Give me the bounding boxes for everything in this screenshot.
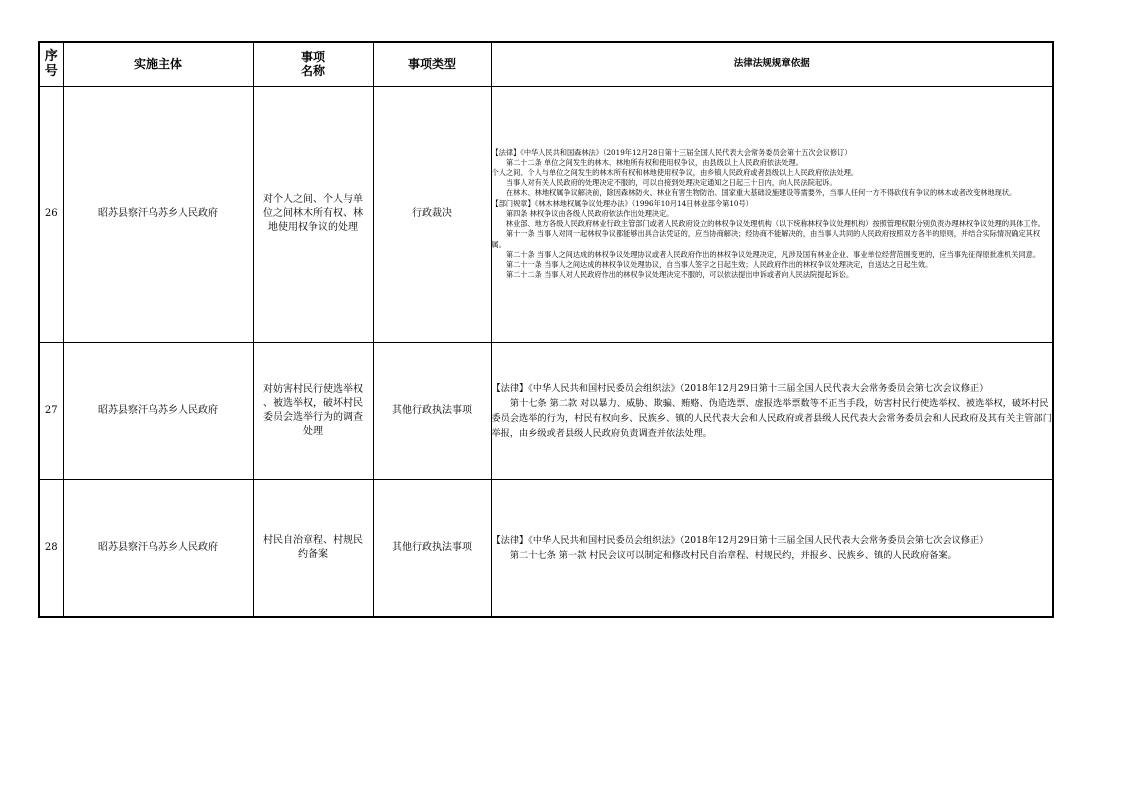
- row-subject: 昭苏县察汗乌苏乡人民政府: [63, 479, 253, 617]
- row-item-name: 对个人之间、个人与单 位之间林木所有权、林 地使用权争议的处理: [253, 86, 373, 342]
- row-seq: 28: [39, 479, 63, 617]
- header-basis: 法律法规规章依据: [491, 42, 1053, 86]
- header-item-name: 事项 名称: [253, 42, 373, 86]
- law-basis-table: [38, 41, 1054, 618]
- row-item-name: 对妨害村民行使选举权 、被选举权，破坏村民 委员会选举行为的调查 处理: [253, 342, 373, 479]
- row-seq: 27: [39, 342, 63, 479]
- header-subject: 实施主体: [63, 42, 253, 86]
- row-basis: [491, 479, 1053, 617]
- row-item-name: 村民自治章程、村规民 约备案: [253, 479, 373, 617]
- header-item-type: 事项类型: [373, 42, 491, 86]
- row-item-type: 其他行政执法事项: [373, 479, 491, 617]
- row-basis: [491, 86, 1053, 342]
- row-basis-text: 【法律】《中华人民共和国村民委员会组织法》（2018年12月29日第十三届全国人民代表大会常务委员会第七次会议修正） 第二十七条 第一款 村民会议可以制定和修改村民自治章程、村规民约，并报乡、民族乡、镇的人民政府备案。: [491, 534, 989, 561]
- row-item-type: 行政裁决: [373, 86, 491, 342]
- table-row: [39, 342, 1053, 479]
- header-seq: 序 号: [39, 42, 63, 86]
- table-row: [39, 86, 1053, 342]
- header-row: [39, 42, 1053, 86]
- row-item-type: 其他行政执法事项: [373, 342, 491, 479]
- row-basis: [491, 342, 1053, 479]
- row-basis-text: 【法律】《中华人民共和国村民委员会组织法》（2018年12月29日第十三届全国人民代表大会常务委员会第七次会议修正） 第十七条 第二款 对以暴力、威胁、欺骗、贿赂、伪造选票、虚报选举票数等不正当手段，妨害村民行使选举权、被选举权，破坏村民委员会选举的行为，村民有权向乡、民族乡、镇的人民代表大会和人民政府或者县级人民代表大会常务委员会和人民政府及其有关主管部门举报，由乡级或者县级人民政府负责调查并依法处理。: [491, 382, 1052, 439]
- row-subject: 昭苏县察汗乌苏乡人民政府: [63, 342, 253, 479]
- row-basis-text: 【法律】《中华人民共和国森林法》（2019年12月28日第十三届全国人民代表大会常务委员会第十五次会议修订） 第二十二条 单位之间发生的林木、林地所有权和使用权争议，由县级以上人民政府依法处理。 个人之间、个人与单位之间发生的林木所有权和林地使用权争议，由乡镇人民政府或者县级以上人民政府依法处理。 当事人对有关人民政府的处理决定不服的，可以自接到处理决定通知之日起三十日内，向人民法院起诉。 在林木、林地权属争议解决前，除因森林防火、林业有害生物防治、国家重大基础设施建设等需要外，当事人任何一方不得砍伐有争议的林木或者改变林地现状。 【部门规章】《林木林地权属争议处理办法》（1996年10月14日林业部令第10号） 第四条 林权争议由各级人民政府依法作出处理决定。 林业部、地方各级人民政府林业行政主管部门或者人民政府设立的林权争议处理机构（以下统称林权争议处理机构）按照管理权限分别负责办理林权争议处理的具体工作。 第十一条 当事人对同一起林权争议都能够出具合法凭证的，应当协商解决；经协商不能解决的，由当事人共同的人民政府按照双方各半的原则，并结合实际情况确定其权属。 第二十条 当事人之间达成的林权争议处理协议或者人民政府作出的林权争议处理决定，凡涉及国有林业企业、事业单位经营范围变更的，应当事先征得原批准机关同意。 第二十一条 当事人之间达成的林权争议处理协议，自当事人签字之日起生效；人民政府作出的林权争议处理决定，自送达之日起生效。 第二十二条 当事人对人民政府作出的林权争议处理决定不服的，可以依法提出申诉或者向人民法院提起诉讼。: [491, 147, 1045, 280]
- row-subject: 昭苏县察汗乌苏乡人民政府: [63, 86, 253, 342]
- row-seq: 26: [39, 86, 63, 342]
- table-row: [39, 479, 1053, 617]
